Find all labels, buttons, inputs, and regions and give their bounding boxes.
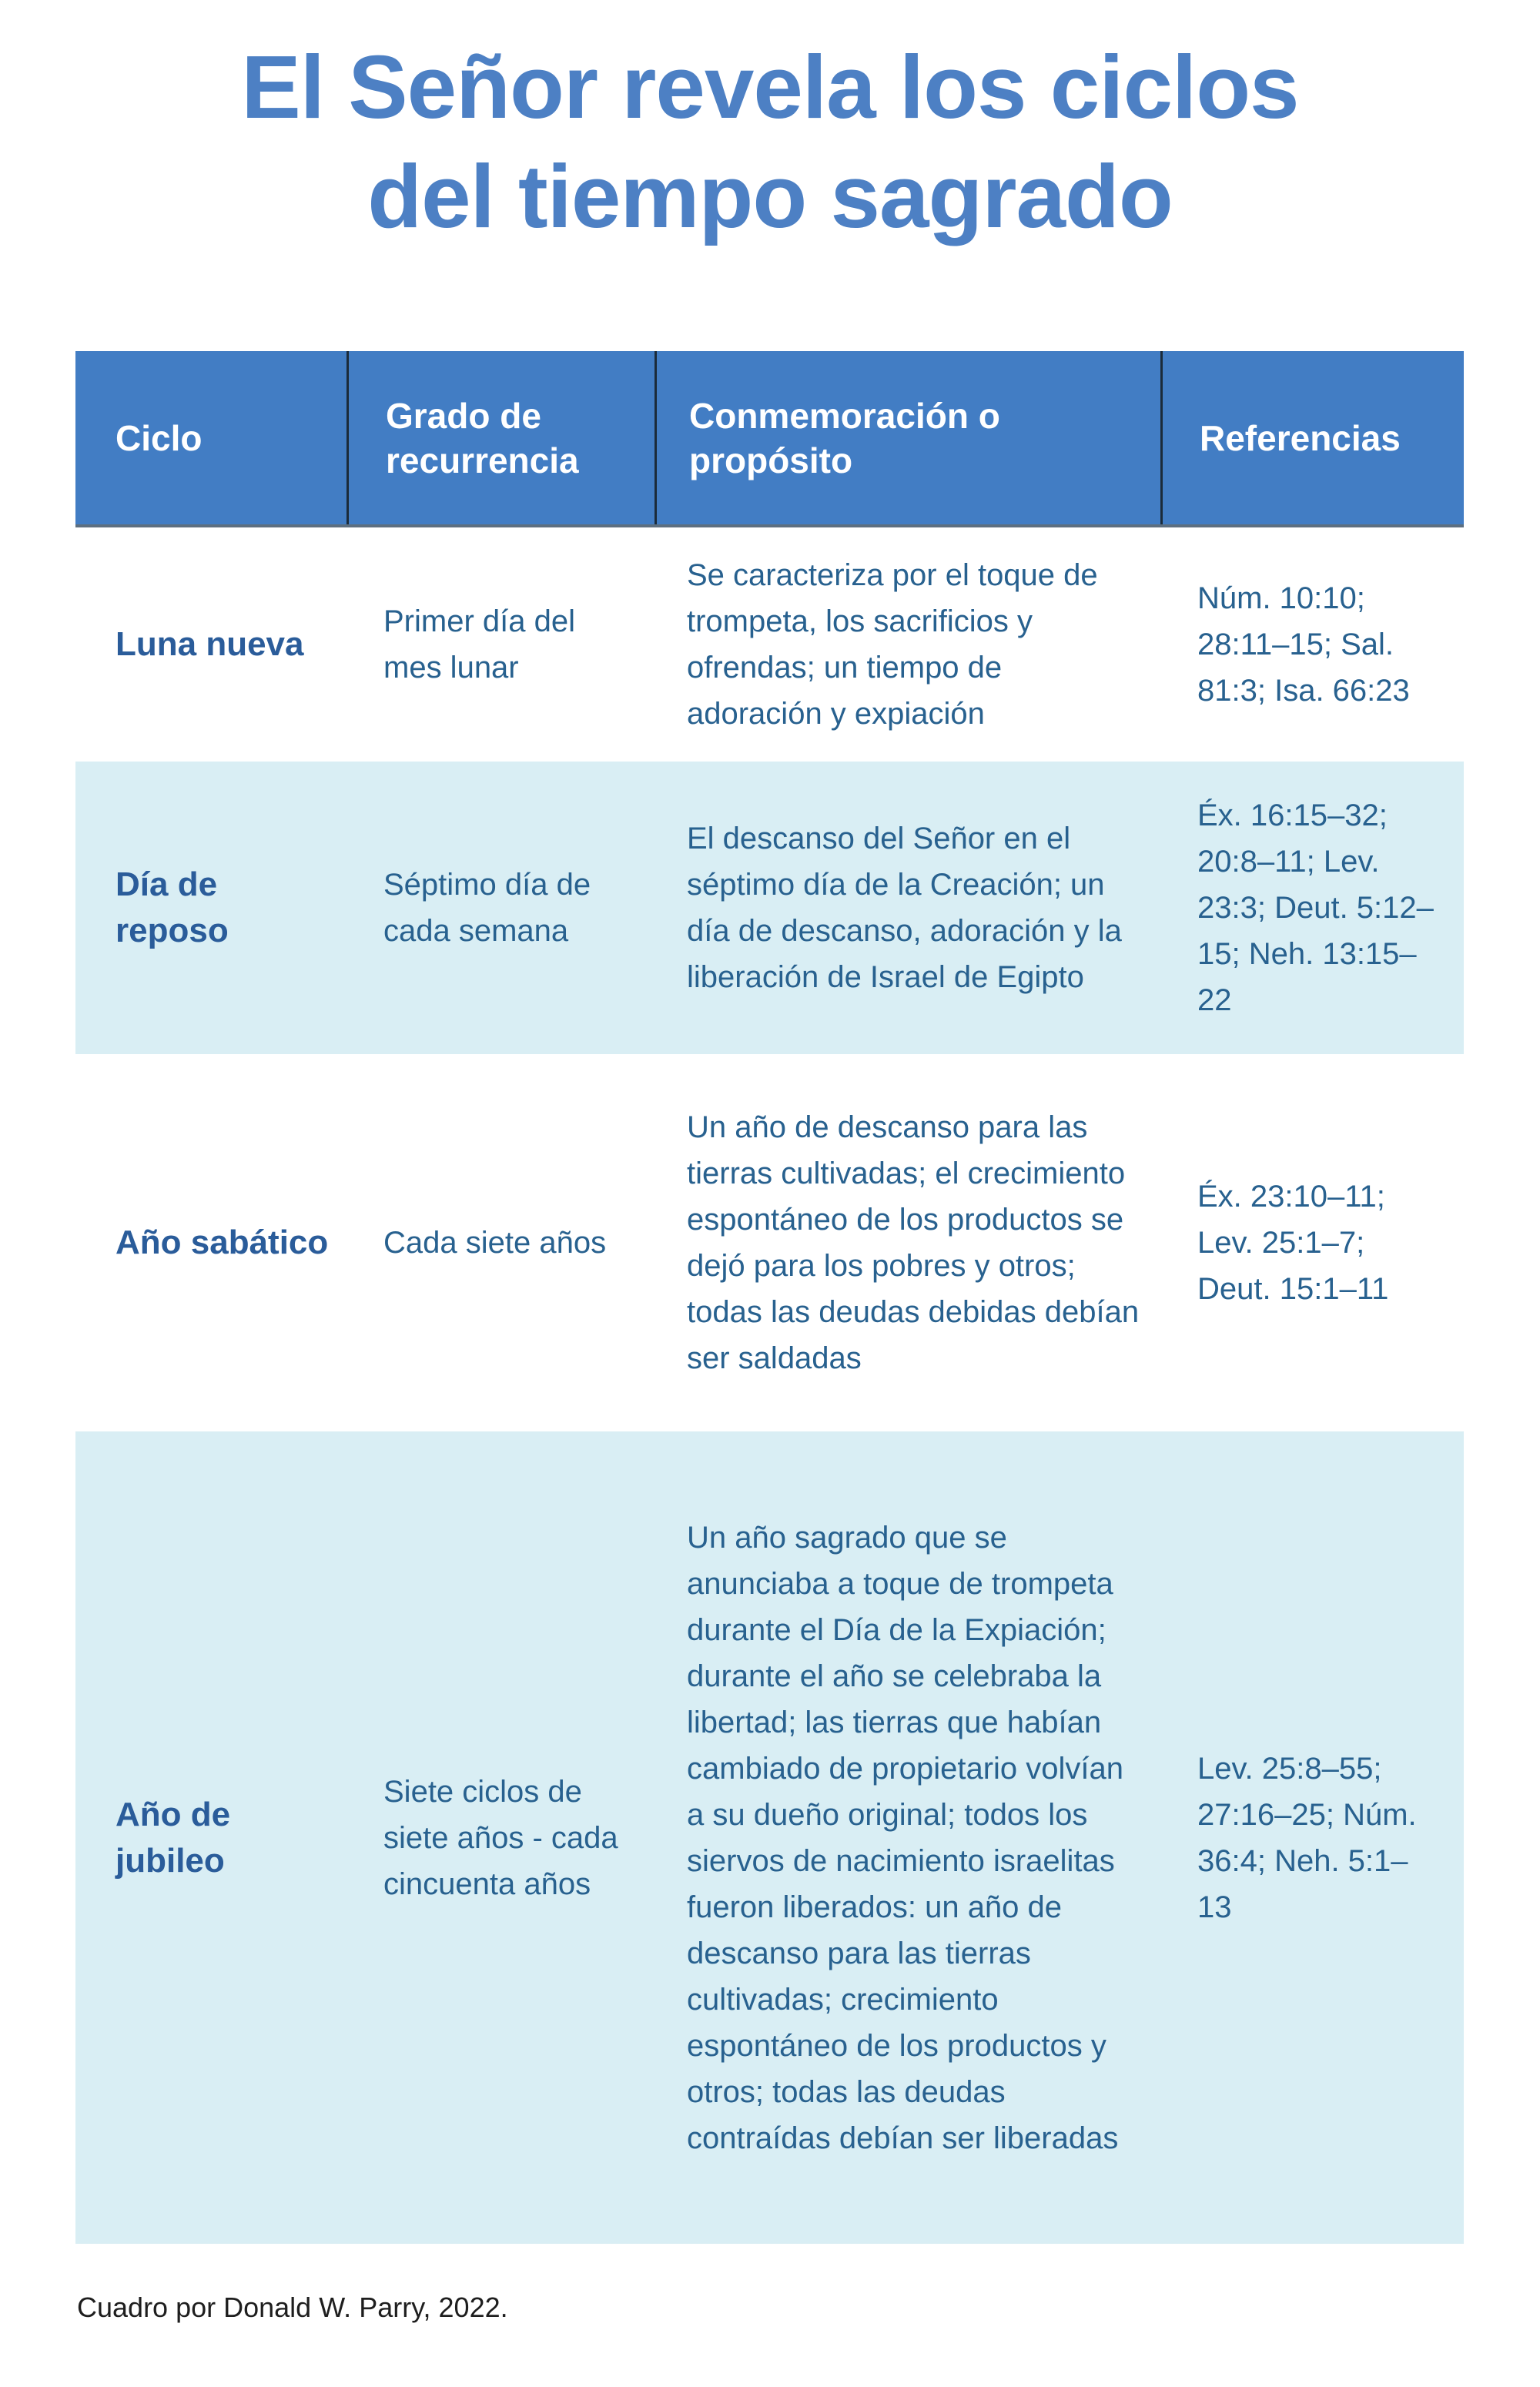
cycle-name: Luna nueva <box>116 625 304 663</box>
column-header-conmemoracion-o-proposito <box>654 351 1160 524</box>
column-header-label: Ciclo <box>116 417 203 458</box>
cell-referencias <box>1160 1431 1464 2244</box>
table-row-ano-de-jubileo <box>75 1431 1464 2244</box>
cycle-name: Año sabático <box>116 1224 329 1261</box>
cell-proposito <box>654 1431 1160 2244</box>
cell-ciclo <box>75 1431 346 2244</box>
cell-referencias <box>1160 1054 1464 1431</box>
cell-recurrencia <box>346 527 654 762</box>
cycle-name: Año de jubileo <box>116 1795 231 1880</box>
credit-line: Cuadro por Donald W. Parry, 2022. <box>77 2292 508 2323</box>
column-header-ciclo <box>75 351 346 524</box>
recurrence-text: Siete ciclos de siete años - cada cincuenta años <box>383 1774 618 1901</box>
cell-referencias <box>1160 527 1464 762</box>
purpose-text: Un año sagrado que se anunciaba a toque de trompeta durante el Día de la Expiación; durante el año se celebraba la libertad; las tierras que habían cambiado de propietario volvían a su dueño original; todos los siervos de nacimiento israelitas fueron liberados: un año de descanso para las tierras cultivadas; crecimiento espontáneo de los productos y otros; todas las deudas contraídas debían ser liberadas <box>687 1520 1124 2155</box>
recurrence-text: Cada siete años <box>383 1226 607 1260</box>
table-row-ano-sabatico <box>75 1054 1464 1431</box>
purpose-text: El descanso del Señor en el séptimo día de la Creación; un día de descanso, adoración y la liberación de Israel de Egipto <box>687 822 1122 994</box>
cell-proposito <box>654 1054 1160 1431</box>
cell-referencias <box>1160 762 1464 1054</box>
references-text: Lev. 25:8–55; 27:16–25; Núm. 36:4; Neh. 5:1–13 <box>1197 1751 1417 1924</box>
column-header-label: Grado de recurrencia <box>386 395 579 480</box>
page-title: El Señor revela los ciclos del tiempo sagrado <box>241 37 1299 246</box>
column-header-label: Conmemoración o propósito <box>689 395 1000 480</box>
sacred-time-cycles-table <box>75 351 1464 2244</box>
cell-ciclo <box>75 1054 346 1431</box>
references-text: Núm. 10:10; 28:11–15; Sal. 81:3; Isa. 66:23 <box>1197 581 1410 708</box>
column-header-grado-de-recurrencia <box>346 351 654 524</box>
table-header-row <box>75 351 1464 527</box>
table-row-dia-de-reposo <box>75 762 1464 1054</box>
cell-recurrencia <box>346 1431 654 2244</box>
cell-recurrencia <box>346 1054 654 1431</box>
cell-ciclo <box>75 762 346 1054</box>
recurrence-text: Séptimo día de cada semana <box>383 868 591 948</box>
purpose-text: Un año de descanso para las tierras cultivadas; el crecimiento espontáneo de los productos se dejó para los pobres y otros; todas las deudas debidas debían ser saldadas <box>687 1110 1140 1375</box>
cell-proposito <box>654 527 1160 762</box>
table-row-luna-nueva <box>75 527 1464 762</box>
column-header-label: Referencias <box>1200 417 1401 458</box>
column-header-referencias <box>1160 351 1464 524</box>
cycle-name: Día de reposo <box>116 865 229 949</box>
purpose-text: Se caracteriza por el toque de trompeta, los sacrificios y ofrendas; un tiempo de adoración y expiación <box>687 558 1098 731</box>
cell-proposito <box>654 762 1160 1054</box>
cell-recurrencia <box>346 762 654 1054</box>
references-text: Éx. 16:15–32; 20:8–11; Lev. 23:3; Deut. 5:12–15; Neh. 13:15–22 <box>1197 798 1434 1017</box>
cell-ciclo <box>75 527 346 762</box>
references-text: Éx. 23:10–11; Lev. 25:1–7; Deut. 15:1–11 <box>1197 1180 1389 1306</box>
recurrence-text: Primer día del mes lunar <box>383 604 575 685</box>
